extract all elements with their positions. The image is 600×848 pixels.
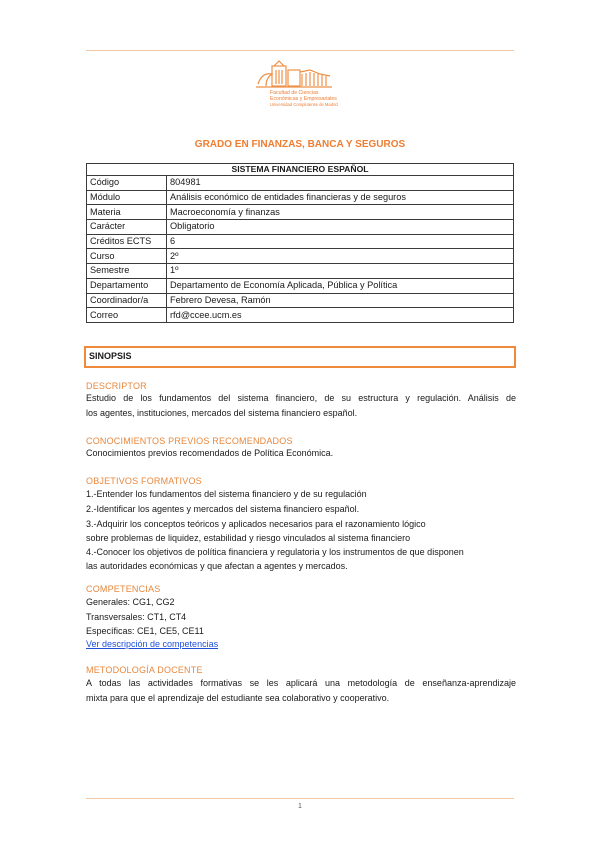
objetivo-line: sobre problemas de liquidez, estabilidad y riesgo vinculados al sistema financiero [86, 533, 411, 543]
bottom-rule [86, 798, 514, 799]
faculty-logo [252, 60, 344, 112]
competencias-especificas: Específicas: CE1, CE5, CE11 [86, 626, 204, 636]
logo-line-2: Económicas y Empresariales [270, 96, 337, 102]
competencias-transversales: Transversales: CT1, CT4 [86, 612, 187, 622]
descriptor-line-1: Estudio de los fundamentos del sistema financiero, de su estructura y regulación. Análisis de [86, 393, 516, 403]
descriptor-heading: DESCRIPTOR [86, 381, 147, 391]
objetivo-line: 4.-Conocer los objetivos de política financiera y regulatoria y los instrumentos de que disponen [86, 547, 464, 557]
objetivos-heading: OBJETIVOS FORMATIVOS [86, 476, 202, 486]
metodologia-line-2: mixta para que el aprendizaje del estudiante sea colaborativo y cooperativo. [86, 693, 390, 703]
objetivo-line: 3.-Adquirir los conceptos teóricos y aplicados necesarios para el razonamiento lógico [86, 519, 426, 529]
descriptor-line-2: los agentes, instituciones, mercados del sistema financiero español. [86, 408, 358, 418]
logo-line-1: Facultad de Ciencias [270, 90, 319, 96]
table-row: Materia Macroeconomía y finanzas [87, 205, 514, 220]
table-row: Módulo Análisis económico de entidades financieras y de seguros [87, 190, 514, 205]
course-info-table [86, 163, 514, 323]
page-number: 1 [298, 803, 302, 810]
table-row: Departamento Departamento de Economía Aplicada, Pública y Política [87, 278, 514, 293]
degree-title: GRADO EN FINANZAS, BANCA Y SEGUROS [194, 139, 406, 150]
sinopsis-label: SINOPSIS [89, 351, 132, 361]
metodologia-line-1: A todas las actividades formativas se les aplicará una metodología de enseñanza-aprendizaje [86, 678, 516, 688]
top-rule [86, 50, 514, 51]
competencias-heading: COMPETENCIAS [86, 584, 161, 594]
table-row: Carácter Obligatorio [87, 220, 514, 235]
logo-line-3: Universidad Complutense de Madrid [270, 102, 338, 107]
table-row: Semestre 1º [87, 264, 514, 279]
conocimientos-text: Conocimientos previos recomendados de Política Económica. [86, 448, 334, 458]
table-row: Coordinador/a Febrero Devesa, Ramón [87, 293, 514, 308]
metodologia-heading: METODOLOGÍA DOCENTE [86, 665, 203, 675]
table-row: Código 804981 [87, 176, 514, 191]
objetivo-line: 2.-Identificar los agentes y mercados del sistema financiero español. [86, 504, 360, 514]
objetivo-line: 1.-Entender los fundamentos del sistema financiero y de su regulación [86, 489, 367, 499]
competencias-generales: Generales: CG1, CG2 [86, 597, 175, 607]
sinopsis-box [84, 346, 516, 368]
table-row: Correo rfd@ccee.ucm.es [87, 308, 514, 323]
objetivo-line: las autoridades económicas y que afectan a agentes y mercados. [86, 561, 348, 571]
table-row: Créditos ECTS 6 [87, 234, 514, 249]
competencias-link[interactable]: Ver descripción de competencias [86, 639, 219, 649]
table-row: Curso 2º [87, 249, 514, 264]
course-name-heading: SISTEMA FINANCIERO ESPAÑOL [87, 164, 514, 176]
conocimientos-heading: CONOCIMIENTOS PREVIOS RECOMENDADOS [86, 436, 293, 446]
